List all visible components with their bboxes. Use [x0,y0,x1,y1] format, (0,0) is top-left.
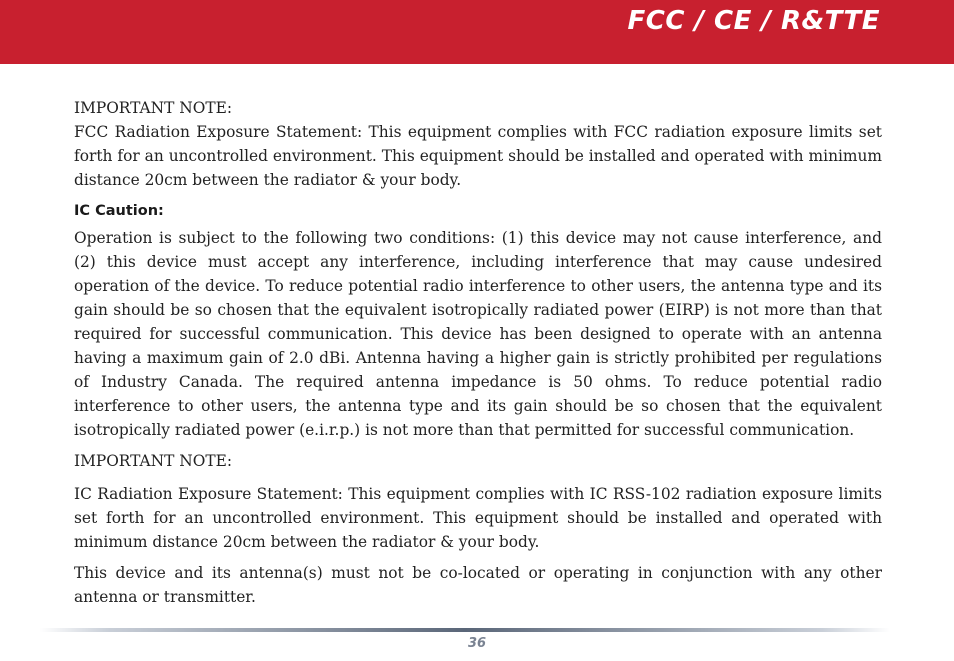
ic-radiation-statement: IC Radiation Exposure Statement: This equipment complies with IC RSS-102 radiation exposure limits set forth for an uncontrolled environment. This equipment should be installed and operated with minimum distance 20cm between the radiator & your body. [74,485,882,551]
important-note-heading-2: IMPORTANT NOTE: [74,452,233,470]
page-title: FCC / CE / R&TTE [627,6,880,36]
ic-caution-body: Operation is subject to the following two conditions: (1) this device may not cause interference, and (2) this device must accept any interference, including interference that may cause undesired operation of the device. To reduce potential radio interference to other users, the antenna type and its gain should be so chosen that the equivalent isotropically radiated power (EIRP) is not more than that required for successful communication. This device has been designed to operate with an antenna having a maximum gain of 2.0 dBi. Antenna having a higher gain is strictly prohibited per regulations of Industry Canada. The required antenna impedance is 50 ohms. To reduce potential radio interference to other users, the antenna type and its gain should be so chosen that the equivalent isotropically radiated power (e.i.r.p.) is not more than that permitted for successful communication. [74,229,882,439]
page-number: 36 [467,636,487,651]
footer-divider [40,628,890,632]
ic-caution-heading: IC Caution: [74,203,164,219]
fcc-radiation-statement: FCC Radiation Exposure Statement: This equipment complies with FCC radiation exposure limits set forth for an uncontrolled environment. This equipment should be installed and operated with minimum distance 20cm between the radiator & your body. [74,123,882,189]
document-body [74,96,882,609]
important-note-heading-1: IMPORTANT NOTE: [74,99,233,117]
colocation-note: This device and its antenna(s) must not be co-located or operating in conjunction with any other antenna or transmitter. [74,564,882,606]
